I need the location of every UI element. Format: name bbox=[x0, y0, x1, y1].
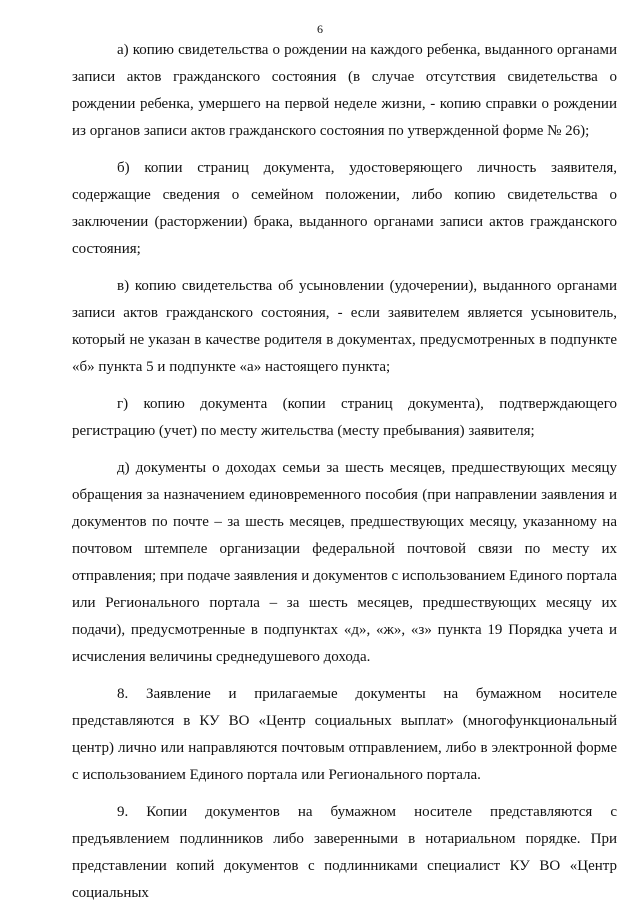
page-number: 6 bbox=[317, 22, 323, 36]
paragraph-9-copies: 9. Копии документов на бумажном носителе представляются с предъявлением подлинников либо заверенными в нотариальном порядке. При представлении копий документов с подлинниками специалист КУ ВО «Центр социальных bbox=[72, 804, 617, 901]
paragraph-8-submission: 8. Заявление и прилагаемые документы на бумажном носителе представляются в КУ ВО «Центр социальных выплат» (многофункциональный центр) лично или направляются почтовым отправлением, либо в электронной форме с использованием Единого портала или Регионального портала. bbox=[72, 686, 617, 783]
document-body bbox=[72, 37, 617, 917]
paragraph-d-income-documents: д) документы о доходах семьи за шесть месяцев, предшествующих месяцу обращения за назначением единовременного пособия (при направлении заявления и документов по почте – за шесть месяцев, предшествующих месяцу, указанному на почтовом штемпеле организации федеральной почтовой связи по месту их отправления; при подаче заявления и документов с использованием Единого портала или Регионального портала – за шесть месяцев, предшествующих месяцу их подачи), предусмотренные в подпунктах «д», «ж», «з» пункта 19 Порядка учета и исчисления величины среднедушевого дохода. bbox=[72, 460, 617, 665]
paragraph-a-birth-certificate: а) копию свидетельства о рождении на каждого ребенка, выданного органами записи актов гражданского состояния (в случае отсутствия свидетельства о рождении ребенка, умершего на первой неделе жизни, - копию справки о рождении из органов записи актов гражданского состояния по утвержденной форме № 26); bbox=[72, 42, 617, 139]
paragraph-b-identity-documents: б) копии страниц документа, удостоверяющего личность заявителя, содержащие сведения о семейном положении, либо копию свидетельства о заключении (расторжении) брака, выданного органами записи актов гражданского состояния; bbox=[72, 160, 617, 257]
paragraph-g-registration-document: г) копию документа (копии страниц документа), подтверждающего регистрацию (учет) по месту жительства (месту пребывания) заявителя; bbox=[72, 396, 617, 439]
paragraph-v-adoption-certificate: в) копию свидетельства об усыновлении (удочерении), выданного органами записи актов гражданского состояния, - если заявителем является усыновитель, который не указан в качестве родителя в документах, предусмотренных в подпункте «б» пункта 5 и подпункте «а» настоящего пункта; bbox=[72, 278, 617, 375]
